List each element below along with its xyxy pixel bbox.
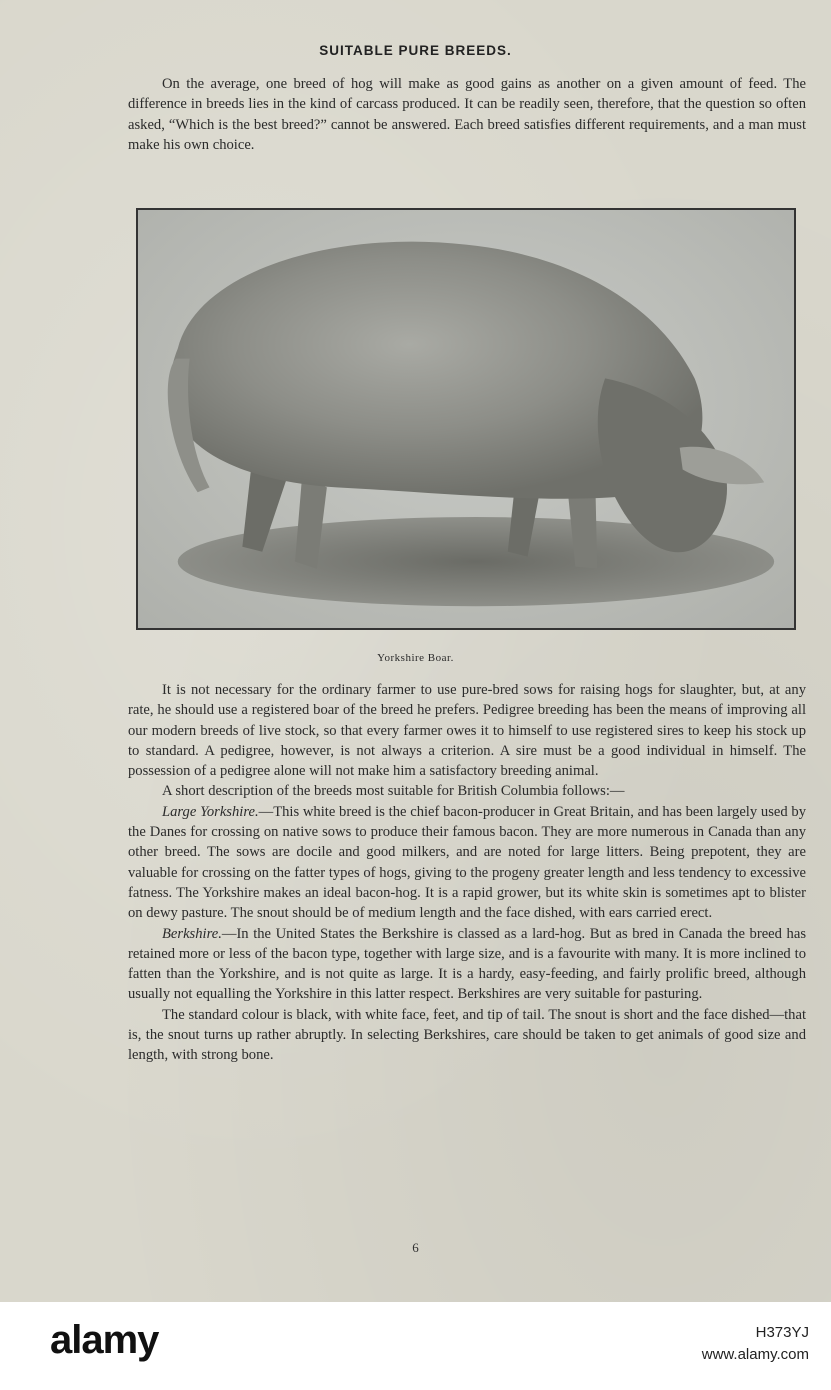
intro-text: On the average, one breed of hog will make as good gains as another on a given amount of feed. The difference in breeds lies in the kind of carcass produced. It can be readily seen, therefore, that the question so often asked, “Which is the best breed?” cannot be answered. Each breed satisfies different requirements, and a man must make his own choice. [128,76,806,153]
image-id: H373YJ [755,1324,809,1341]
breed-name-berkshire: Berkshire. [162,925,222,942]
paragraph-pedigree [128,680,806,781]
paragraph-berkshire [128,924,806,1005]
site-url: www.alamy.com [701,1346,809,1363]
page-number: 6 [412,1240,419,1255]
breed-name-yorkshire: Large Yorkshire. [162,803,259,820]
photo-caption: Yorkshire Boar. [377,652,454,664]
paragraph-breeds-intro-text: A short description of the breeds most suitable for British Columbia follows:— [162,783,625,800]
paragraph-berkshire-colour-text: The standard colour is black, with white face, feet, and tip of tail. The snout is short and the face dished—that is, the snout turns up rather abruptly. In selecting Berkshires, care should be taken to get animals of good size and length, with strong bone. [128,1006,806,1064]
body-text [128,680,806,1066]
alamy-logo: alamy [50,1318,159,1362]
intro-paragraph [128,74,806,155]
paragraph-yorkshire-text: —This white breed is the chief bacon-producer in Great Britain, and has been largely used by the Danes for crossing on native sows to produce their famous bacon. They are more numerous in Canada than any other breed. The sows are docile and good milkers, and are noted for large litters. Being prepotent, they are valuable for crossing on the fatter types of hogs, giving to the progeny greater length and less tendency to excessive fatness. The Yorkshire makes an ideal bacon-hog. It is a rapid grower, but its white skin is sometimes apt to blister on dewy pasture. The snout should be of medium length and the face dished, with ears carried erect. [128,803,806,922]
yorkshire-boar-photo [136,208,796,630]
paragraph-breeds-intro [128,781,806,801]
page-heading: SUITABLE PURE BREEDS. [319,43,512,58]
watermark-info [702,1322,809,1366]
paragraph-berkshire-text: —In the United States the Berkshire is classed as a lard-hog. But as bred in Canada the breed has retained more or less of the bacon type, together with large size, and is a favourite with many. It is more inclined to fatten than the Yorkshire, and is not quite as large. It is a hardy, easy-feeding, and fairly prolific breed, although usually not equalling the Yorkshire in this latter respect. Berkshires are very suitable for pasturing. [128,925,806,1003]
paragraph-pedigree-text: It is not necessary for the ordinary farmer to use pure-bred sows for raising hogs for slaughter, but, at any rate, he should use a registered boar of the breed he prefers. Pedigree breeding has been the means of improving all our modern breeds of live stock, so that every farmer owes it to himself to use registered sires to keep his stock up to standard. A pedigree, however, is not always a criterion. A sire must be a good individual in himself. The possession of a pedigree alone will not make him a satisfactory breeding animal. [128,682,806,780]
paragraph-yorkshire [128,802,806,924]
pig-illustration [138,210,794,628]
paragraph-berkshire-colour [128,1005,806,1066]
